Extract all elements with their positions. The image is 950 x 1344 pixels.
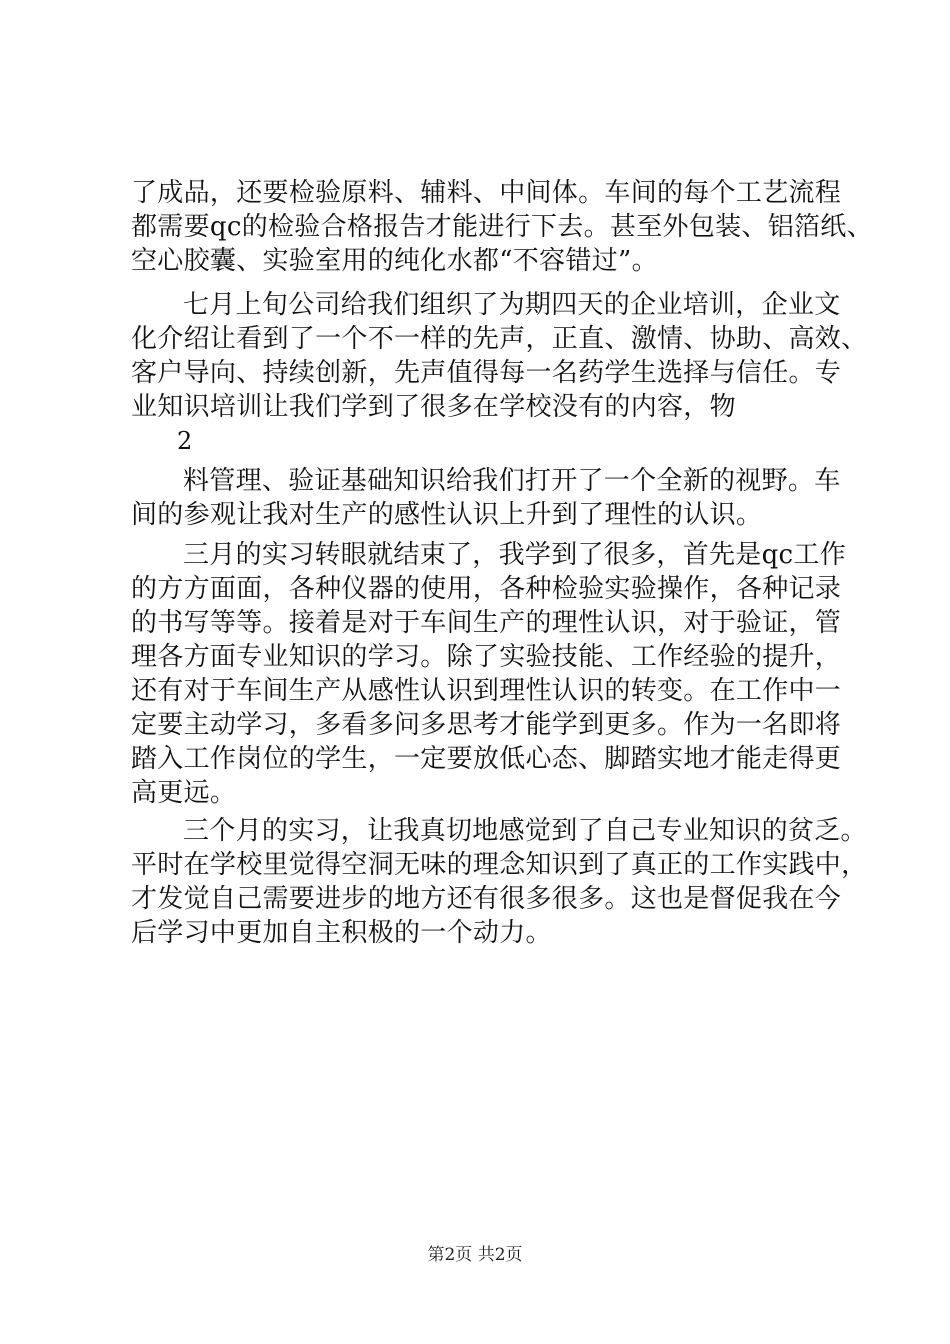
text-line: 理各方面专业知识的学习。除了实验技能、工作经验的提升， bbox=[131, 642, 842, 672]
paragraph-first-line: 七月上旬公司给我们组织了为期四天的企业培训，企业文 bbox=[183, 290, 841, 320]
text-line: 后学习中更加自主积极的一个动力。 bbox=[131, 918, 552, 948]
text-line: 高更远。 bbox=[131, 778, 237, 808]
text-line: 空心胶囊、实验室用的纯化水都“不容错过”。 bbox=[131, 246, 658, 276]
text-line: 客户导向、持续创新，先声值得每一名药学生选择与信任。专 bbox=[131, 358, 842, 388]
text-line: 了成品，还要检验原料、辅料、中间体。车间的每个工艺流程 bbox=[131, 178, 842, 208]
text-line: 都需要qc的检验合格报告才能进行下去。甚至外包装、铝箔纸、 bbox=[131, 212, 873, 242]
text-line: 平时在学校里觉得空洞无味的理念知识到了真正的工作实践中， bbox=[131, 850, 868, 880]
text-line: 定要主动学习，多看多问多思考才能学到更多。作为一名即将 bbox=[131, 710, 842, 740]
text-line: 间的参观让我对生产的感性认识上升到了理性的认识。 bbox=[131, 500, 763, 530]
text-line: 业知识培训让我们学到了很多在学校没有的内容，物 bbox=[131, 392, 736, 422]
paragraph-first-line: 三个月的实习，让我真切地感觉到了自己专业知识的贫乏。 bbox=[183, 816, 867, 846]
inline-page-number: 2 bbox=[177, 427, 193, 455]
text-line: 踏入工作岗位的学生，一定要放低心态、脚踏实地才能走得更 bbox=[131, 744, 842, 774]
text-line: 还有对于车间生产从感性认识到理性认识的转变。在工作中一 bbox=[131, 676, 842, 706]
text-line: 的方方面面，各种仪器的使用，各种检验实验操作，各种记录 bbox=[131, 574, 842, 604]
text-line: 料管理、验证基础知识给我们打开了一个全新的视野。车 bbox=[183, 466, 841, 496]
page-footer: 第2页 共2页 bbox=[427, 1245, 523, 1265]
text-line: 的书写等等。接着是对于车间生产的理性认识，对于验证，管 bbox=[131, 608, 842, 638]
paragraph-first-line: 三月的实习转眼就结束了，我学到了很多，首先是qc工作 bbox=[183, 540, 847, 570]
text-line: 才发觉自己需要进步的地方还有很多很多。这也是督促我在今 bbox=[131, 884, 842, 914]
text-line: 化介绍让看到了一个不一样的先声，正直、激情、协助、高效、 bbox=[131, 324, 868, 354]
